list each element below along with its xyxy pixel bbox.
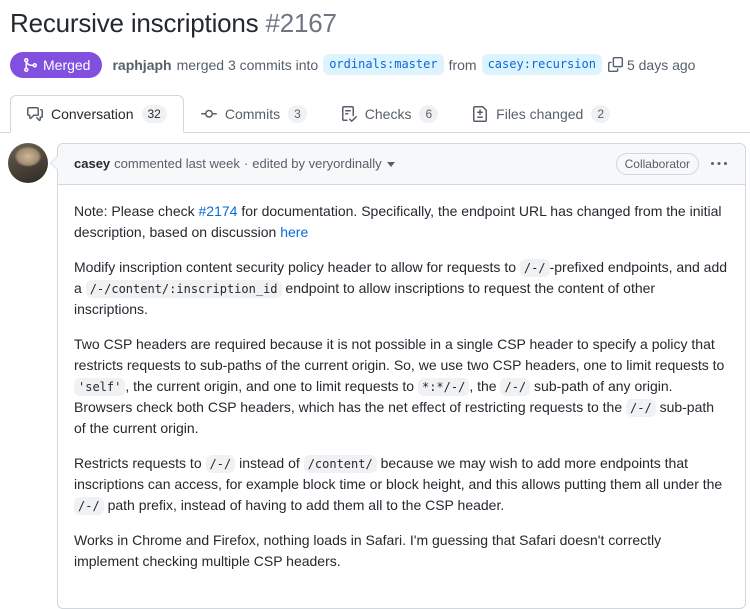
inline-code: /-/ <box>626 399 656 417</box>
tab-label: Commits <box>224 105 281 122</box>
tab-label: Conversation <box>51 105 134 122</box>
tab-nav <box>0 95 750 133</box>
from-text: from <box>448 56 477 73</box>
edited-history-button[interactable] <box>252 156 394 171</box>
comment-action-text: commented last week <box>114 156 240 172</box>
page-title <box>10 7 740 40</box>
inline-code: /-/content/:inscription_id <box>86 280 282 298</box>
comment-paragraph: Works in Chrome and Firefox, nothing loads in Safari. I'm guessing that Safari doesn't correctly implement checking multiple CSP headers. <box>74 531 662 569</box>
base-branch-label[interactable]: ordinals:master <box>323 54 443 74</box>
inline-link[interactable]: #2174 <box>198 202 238 219</box>
merge-action-text: merged 3 commits into <box>176 56 319 73</box>
inline-code: /-/ <box>520 259 550 277</box>
inline-code: /-/ <box>206 455 236 473</box>
file-diff-icon <box>472 106 488 122</box>
inline-link[interactable]: here <box>280 223 309 240</box>
collaborator-badge: Collaborator <box>616 153 699 175</box>
inline-code: 'self' <box>74 378 125 396</box>
inline-code: *:*/-/ <box>418 378 469 396</box>
merged-status-badge <box>10 52 102 78</box>
merged-status-label: Merged <box>43 56 91 73</box>
copy-icon <box>608 57 623 72</box>
conversation-timeline <box>0 133 750 609</box>
inline-code: /-/ <box>500 378 530 396</box>
tab-checks[interactable] <box>324 95 455 133</box>
comment-paragraph: Restricts requests to /-/ instead of /content/ because we may wish to add more endpoints that inscriptions can access, for example block time or block height, and this allows putting them all under the /-/ path prefix, instead of having to add them all to the CSP header. <box>74 454 723 513</box>
pr-header <box>0 0 750 78</box>
tab-label: Checks <box>364 105 412 122</box>
tab-commits[interactable] <box>184 95 324 133</box>
inline-code: /content/ <box>304 455 377 473</box>
pr-title-text: Recursive inscriptions <box>10 8 259 38</box>
comment-paragraph: Modify inscription content security policy header to allow for requests to /-/ -prefixed endpoints, and add a /-/content/:inscription_id endpoint to allow inscriptions to request the content of other inscriptions. <box>74 258 728 317</box>
comment-header <box>58 144 745 185</box>
comment-discussion-icon <box>27 106 43 122</box>
tab-label: Files changed <box>496 105 584 122</box>
chevron-down-icon <box>387 162 395 167</box>
comment-header-right <box>616 153 729 175</box>
git-commit-icon <box>201 106 217 122</box>
pr-number: #2167 <box>265 8 337 38</box>
tab-conversation[interactable] <box>10 95 184 133</box>
comment-author-link[interactable]: casey <box>74 156 111 172</box>
avatar[interactable] <box>8 143 48 183</box>
tab-counter: 2 <box>591 105 610 123</box>
tab-counter: 32 <box>142 105 167 123</box>
comment-paragraph: Note: Please check #2174 for documentation. Specifically, the endpoint URL has changed from the initial description, based on discussion here <box>74 202 722 240</box>
git-merge-icon <box>22 57 38 73</box>
tab-files-changed[interactable] <box>455 95 627 133</box>
comment-options-button[interactable] <box>709 156 729 172</box>
tab-counter: 6 <box>419 105 438 123</box>
inline-code: /-/ <box>74 497 104 515</box>
merge-author-link[interactable]: raphjaph <box>112 56 172 73</box>
comment-paragraph: Two CSP headers are required because it is not possible in a single CSP header to specify a policy that restricts requests to sub-paths of the current origin. So, we use two CSP headers, one to limit requests to 'self' , the current origin, and one to limit requests to *:*/-/ , the /-/ sub-path of any origin. Browsers check both CSP headers, which has the net effect of restricting requests to the /-/ sub-path of the current origin. <box>74 335 725 436</box>
merge-summary-row <box>10 52 740 78</box>
kebab-horizontal-icon <box>711 156 727 172</box>
comment-body <box>58 185 745 588</box>
checklist-icon <box>341 106 357 122</box>
merge-timestamp: 5 days ago <box>626 56 696 73</box>
comment-card <box>57 143 746 609</box>
header-separator: · <box>243 156 249 172</box>
head-branch-label[interactable]: casey:recursion <box>482 54 602 74</box>
edited-text: edited by veryordinally <box>252 156 382 172</box>
copy-branch-button[interactable] <box>608 57 623 72</box>
tab-counter: 3 <box>288 105 307 123</box>
